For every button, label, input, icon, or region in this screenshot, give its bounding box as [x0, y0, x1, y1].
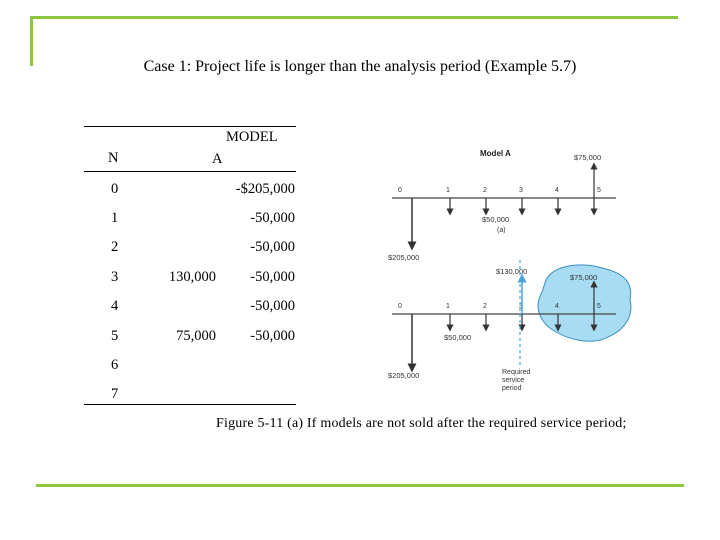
row-value: -50,000 — [250, 298, 295, 314]
diagram-b-period: 3 — [519, 303, 523, 310]
row-value: -50,000 — [250, 239, 295, 255]
diagram-a-period: 4 — [555, 187, 559, 194]
diagram-b-period: 1 — [446, 303, 450, 310]
slide-title: Case 1: Project life is longer than the analysis period (Example 5.7) — [143, 58, 577, 75]
diagram-a-initial-cost: $205,000 — [388, 253, 420, 262]
header-bottom-rule — [84, 171, 296, 172]
required-label-2: service — [502, 377, 525, 384]
top-accent-bar — [30, 16, 678, 19]
figure-caption: Figure 5-11 (a) If models are not sold after the required service period; — [216, 416, 627, 431]
diagram-a-period: 3 — [519, 187, 523, 194]
row-extra: 130,000 — [168, 269, 216, 285]
table-top-rule — [84, 126, 296, 127]
diagram-a-period: 2 — [483, 187, 487, 194]
diagram-b-salvage-3: $130,000 — [496, 267, 528, 276]
diagram-a-annual-cost: $50,000 — [482, 215, 510, 224]
diagram-a-period: 0 — [398, 187, 402, 194]
diagram-b-initial-cost: $205,000 — [388, 371, 420, 380]
diagram-b-period: 2 — [483, 303, 487, 310]
row-value: -50,000 — [250, 269, 295, 285]
row-n: 4 — [111, 298, 119, 314]
diagram-a-label: Model A — [480, 149, 511, 158]
row-n: 6 — [111, 357, 119, 373]
diagram-b-period: 5 — [597, 303, 601, 310]
row-value: -50,000 — [250, 328, 295, 344]
diagram-b-annual-cost: $50,000 — [444, 333, 472, 342]
table-bottom-rule — [84, 404, 296, 405]
row-n: 7 — [111, 386, 119, 402]
row-n: 2 — [111, 239, 119, 255]
diagram-b-period: 4 — [555, 303, 559, 310]
header-model-line1: MODEL — [226, 129, 278, 145]
diagram-b-period: 0 — [398, 303, 402, 310]
header-model-line2: A — [212, 151, 223, 167]
row-extra: 75,000 — [176, 328, 216, 344]
diagram-a-part-label: (a) — [497, 227, 506, 234]
row-n: 3 — [111, 269, 119, 285]
header-n: N — [108, 150, 119, 166]
diagram-a-period: 5 — [597, 187, 601, 194]
row-value: -50,000 — [250, 210, 295, 226]
bottom-accent-bar — [36, 484, 684, 487]
row-n: 1 — [111, 210, 119, 226]
row-n: 5 — [111, 328, 119, 344]
diagram-b-top-value: $75,000 — [570, 273, 598, 282]
required-label-3: period — [502, 385, 522, 392]
cash-flow-diagram — [384, 140, 640, 394]
row-n: 0 — [111, 181, 119, 197]
required-label-1: Required — [502, 369, 531, 376]
diagram-a-top-value: $75,000 — [574, 153, 602, 162]
diagram-a-period: 1 — [446, 187, 450, 194]
row-value: -$205,000 — [235, 181, 295, 197]
